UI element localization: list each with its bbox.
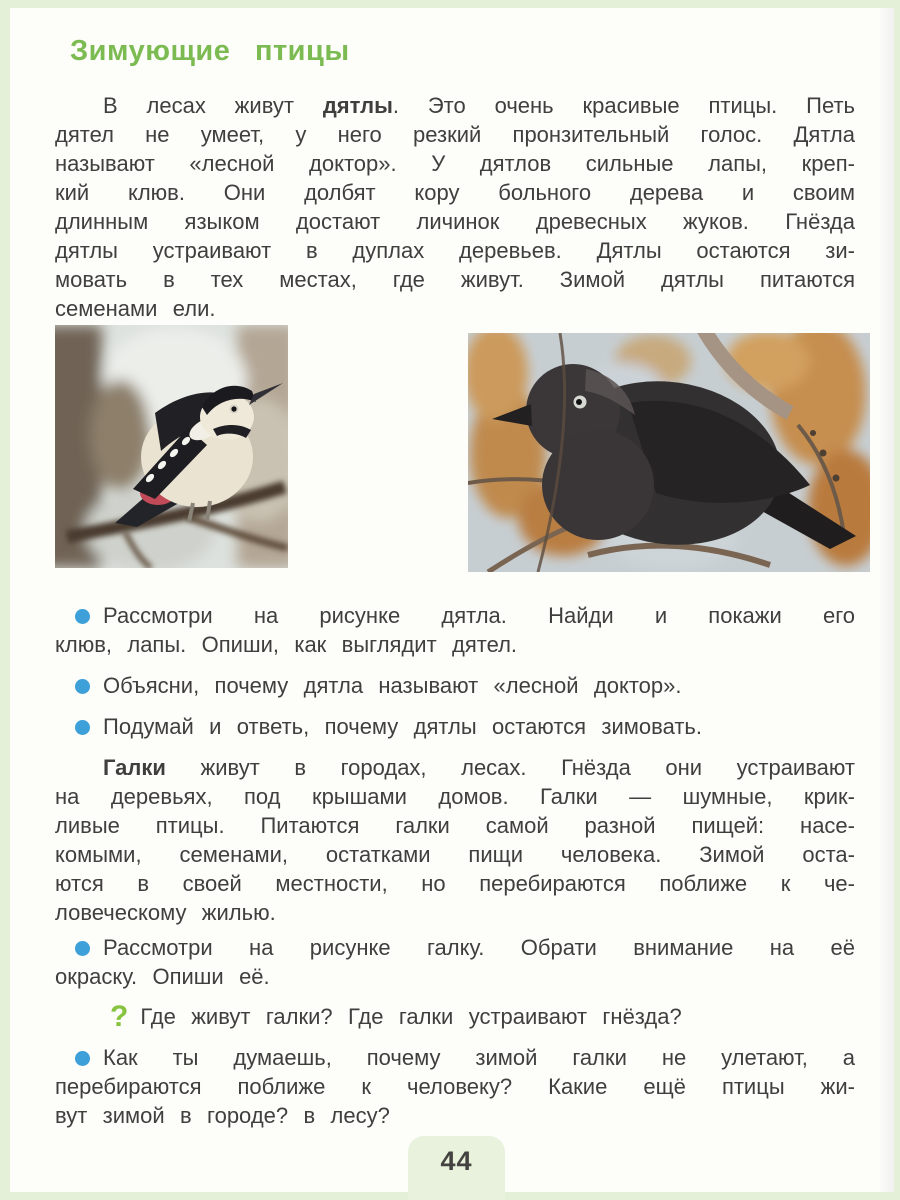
text-line: вут зимой в городе? в лесу? [55, 1103, 390, 1128]
bullet-dot-icon [75, 941, 90, 956]
text-line: перебираются поближе к человеку? Какие ещё птицы жи- [55, 1074, 855, 1099]
text-line: Объясни, почему дятла называют «лесной доктор». [55, 671, 855, 700]
page-title: Зимующие птицы [70, 35, 350, 67]
paragraph-woodpeckers [55, 91, 855, 323]
text-line: клюв, лапы. Опиши, как выглядит дятел. [55, 632, 518, 657]
text-line: семенами ели. [55, 296, 216, 321]
text-line: ловеческому жилью. [55, 900, 276, 925]
woodpecker-photo [55, 325, 288, 568]
text-line: мовать в тех местах, где живут. Зимой дятлы питаются [55, 267, 855, 292]
text-line: Подумай и ответь, почему дятлы остаются зимовать. [55, 712, 855, 741]
text-line: кий клюв. Они долбят кору больного дерева и своим [55, 180, 855, 205]
text-line: В лесах живут дятлы. Это очень красивые птицы. Петь [103, 93, 855, 118]
text-line: дятлы устраивают в дуплах деревьев. Дятлы остаются зи- [55, 238, 855, 263]
question-task [55, 1002, 855, 1031]
text-line: комыми, семенами, остатками пищи человека. Зимой оста- [55, 842, 855, 867]
book-page [10, 8, 894, 1192]
task-item [55, 671, 855, 700]
bullet-dot-icon [75, 720, 90, 735]
text-line: на деревьях, под крышами домов. Галки — шумные, крик- [55, 784, 855, 809]
task-jackdaw [55, 933, 855, 991]
text-line: окраску. Опиши её. [55, 964, 270, 989]
bullet-dot-icon [75, 1051, 90, 1066]
text-line: ? Где живут галки? Где галки устраивают гнёзда? [110, 1000, 682, 1033]
page-number: 44 [440, 1146, 473, 1176]
paragraph-jackdaws [55, 753, 855, 927]
text-line: ливые птицы. Питаются галки самой разной пищей: насе- [55, 813, 855, 838]
text-line: дятел не умеет, у него резкий пронзительный голос. Дятла [55, 122, 855, 147]
task-final [55, 1043, 855, 1130]
tasks-woodpecker [55, 601, 855, 741]
bullet-dot-icon [75, 609, 90, 624]
text-line: Галки живут в городах, лесах. Гнёзда они устраивают [103, 755, 855, 780]
jackdaw-photo [468, 333, 870, 572]
photo-row [55, 325, 870, 577]
text-line: называют «лесной доктор». У дятлов сильные лапы, креп- [55, 151, 855, 176]
page-number-tab [408, 1136, 505, 1200]
task-item [55, 601, 855, 659]
text-line: Как ты думаешь, почему зимой галки не улетают, а [55, 1043, 855, 1072]
scan-edge-shadow [878, 8, 894, 1192]
question-mark-icon: ? [110, 1000, 129, 1033]
text-line: Рассмотри на рисунке дятла. Найди и покажи его [55, 601, 855, 630]
text-line: ются в своей местности, но перебираются поближе к че- [55, 871, 855, 896]
text-line: длинным языком достают личинок древесных жуков. Гнёзда [55, 209, 855, 234]
task-item [55, 712, 855, 741]
bullet-dot-icon [75, 679, 90, 694]
text-line: Рассмотри на рисунке галку. Обрати внимание на её [55, 933, 855, 962]
